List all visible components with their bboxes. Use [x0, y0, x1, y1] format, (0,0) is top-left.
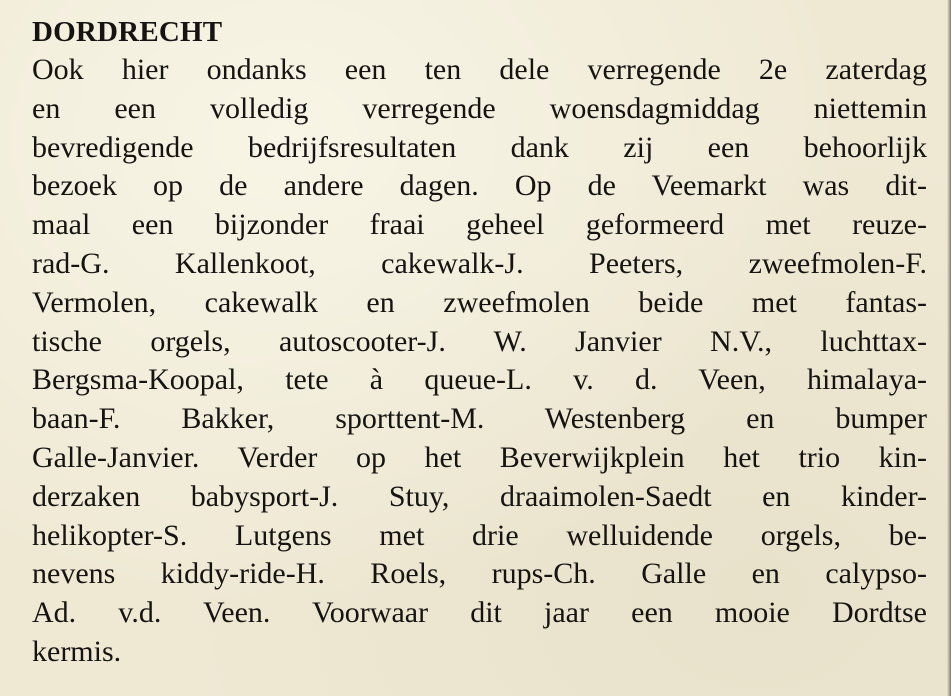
article-line-11: Galle-Janvier. Verder op het Beverwijkplein het trio kin- — [32, 440, 927, 474]
article-line-15: Ad. v.d. Veen. Voorwaar dit jaar een mooie Dordtse — [32, 596, 927, 630]
article-line-1: Ook hier ondanks een ten dele verregende 2e zaterdag — [32, 53, 927, 86]
scan-edge-shadow — [947, 0, 951, 696]
article-line-9: Bergsma-Koopal, tete à queue-L. v. d. Veen, himalaya- — [32, 363, 927, 397]
article-line-5: maal een bijzonder fraai geheel geformeerd met reuze- — [32, 208, 927, 242]
article-line-6: rad-G. Kallenkoot, cakewalk-J. Peeters, zweefmolen-F. — [32, 246, 927, 280]
article — [32, 13, 927, 672]
article-line-8: tische orgels, autoscooter-J. W. Janvier N.V., luchttax- — [32, 324, 927, 358]
article-line-13: helikopter-S. Lutgens met drie welluidende orgels, be- — [32, 518, 927, 552]
article-line-7: Vermolen, cakewalk en zweefmolen beide met fantas- — [32, 285, 927, 319]
article-line-2: en een volledig verregende woensdagmiddag niettemin — [32, 91, 927, 125]
article-line-10: baan-F. Bakker, sporttent-M. Westenberg en bumper — [32, 402, 927, 436]
article-line-4: bezoek op de andere dagen. Op de Veemarkt was dit- — [32, 169, 927, 203]
article-line-3: bevredigende bedrijfsresultaten dank zij een behoorlijk — [32, 130, 927, 164]
article-heading: DORDRECHT — [32, 16, 223, 48]
article-line-14: nevens kiddy-ride-H. Roels, rups-Ch. Galle en calypso- — [32, 557, 927, 591]
article-line-16: kermis. — [32, 634, 122, 668]
article-line-12: derzaken babysport-J. Stuy, draaimolen-Saedt en kinder- — [32, 479, 927, 513]
